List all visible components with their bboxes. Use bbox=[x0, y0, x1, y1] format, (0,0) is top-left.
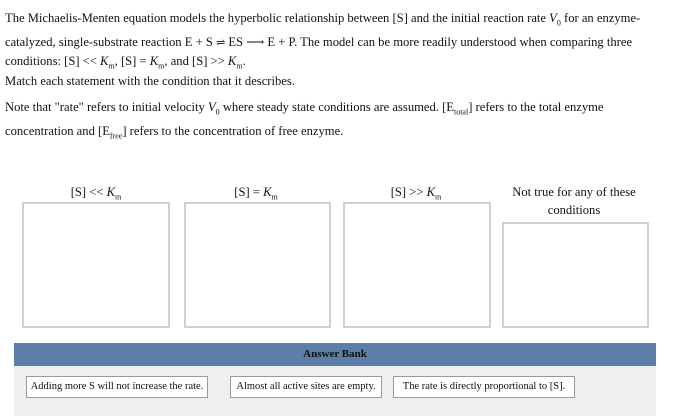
column-label: [S] << bbox=[70, 185, 107, 199]
intro-text: , [S] = bbox=[114, 53, 150, 68]
km-symbol: K bbox=[149, 53, 159, 68]
km-symbol: K bbox=[263, 185, 272, 199]
problem-intro bbox=[5, 9, 665, 75]
answer-chip[interactable]: Adding more S will not increase the rate. bbox=[26, 376, 208, 398]
answer-bank bbox=[14, 343, 656, 416]
note-text: Note that "rate" refers to initial velocity bbox=[5, 100, 208, 114]
v0-subscript: 0 bbox=[215, 107, 220, 117]
km-subscript: m bbox=[435, 192, 442, 202]
km-subscript: m bbox=[108, 61, 115, 71]
column-label: [S] = bbox=[234, 185, 264, 199]
v0-symbol: V bbox=[207, 100, 216, 114]
total-subscript: total bbox=[453, 107, 469, 117]
column-label: [S] >> bbox=[390, 185, 427, 199]
intro-text: for an enzyme-catalyzed, single-substrate reaction E + S bbox=[5, 11, 641, 49]
note-text: where steady state conditions are assumed. [E bbox=[219, 100, 454, 114]
intro-text: , and [S] >> bbox=[164, 53, 228, 68]
drop-zone-s-equals-km[interactable] bbox=[184, 202, 331, 328]
answer-bank-title: Answer Bank bbox=[14, 343, 656, 366]
answer-chip[interactable]: The rate is directly proportional to [S]. bbox=[393, 376, 575, 398]
km-subscript: m bbox=[236, 61, 243, 71]
km-symbol: K bbox=[106, 185, 116, 199]
km-subscript: m bbox=[158, 61, 165, 71]
km-subscript: m bbox=[115, 192, 122, 202]
drop-zone-s-greater-km[interactable] bbox=[343, 202, 491, 328]
right-arrow-icon: ⟶ bbox=[246, 34, 265, 49]
drop-zone-not-true[interactable] bbox=[502, 222, 649, 328]
km-symbol: K bbox=[426, 185, 436, 199]
km-subscript: m bbox=[271, 192, 278, 202]
instruction: Match each statement with the condition that it describes. bbox=[5, 74, 295, 88]
note bbox=[5, 98, 665, 145]
column-header-not-true: Not true for any of these conditions bbox=[512, 185, 636, 217]
note-text: ] refers to the concentration of free enzyme. bbox=[122, 123, 344, 138]
note-text: ] refers to the total enzyme concentration and [E bbox=[5, 100, 604, 138]
intro-text: . bbox=[242, 53, 246, 68]
intro-text: The Michaelis-Menten equation models the hyperbolic relationship between [S] and the initial reaction rate bbox=[5, 11, 550, 25]
v0-subscript: 0 bbox=[556, 18, 561, 28]
answer-chip[interactable]: Almost all active sites are empty. bbox=[230, 376, 382, 398]
intro-text: E + P. The model can be more readily understood when comparing three conditions: [S] << bbox=[5, 34, 633, 68]
km-symbol: K bbox=[100, 53, 109, 68]
km-symbol: K bbox=[227, 53, 237, 68]
intro-text: ES bbox=[225, 34, 247, 49]
drop-zone-s-less-km[interactable] bbox=[22, 202, 170, 328]
equilibrium-arrows-icon: ⇌ bbox=[215, 36, 226, 49]
free-subscript: free bbox=[109, 131, 123, 141]
v0-symbol: V bbox=[549, 11, 557, 25]
